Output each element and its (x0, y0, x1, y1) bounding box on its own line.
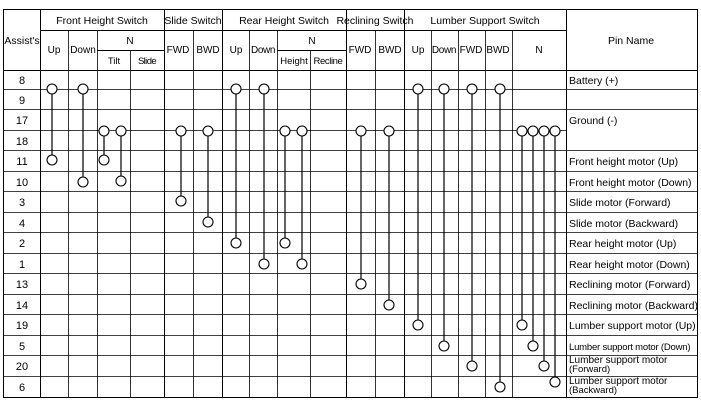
terminal-circle (297, 259, 307, 269)
pin-number: 2 (18, 238, 26, 250)
terminal-circle (231, 238, 241, 248)
terminal-circle (467, 361, 477, 371)
terminal-circle (203, 126, 213, 136)
pin-name-rc-fwd: Reclining motor (Forward) (569, 279, 691, 291)
pin-number: 5 (18, 341, 26, 353)
terminal-circle (259, 84, 269, 94)
fh-down-label: Down (70, 45, 96, 56)
front-height-header: Front Height Switch (56, 15, 148, 27)
terminal-circle (47, 155, 57, 165)
ls-up-label: Up (411, 45, 425, 56)
pin-name-battery: Battery (+) (569, 75, 619, 87)
pin-names (569, 75, 698, 396)
terminal-circle (539, 361, 549, 371)
terminal-circle (47, 84, 57, 94)
terminal-circle (495, 382, 505, 392)
pin-number: 17 (15, 115, 29, 127)
pin-number: 3 (18, 197, 26, 209)
rh-n-label: N (308, 36, 316, 47)
terminal-circle (550, 377, 560, 387)
terminal-circle (99, 155, 109, 165)
terminal-circle (384, 300, 394, 310)
terminal-circle (356, 126, 366, 136)
ls-down-label: Down (431, 45, 457, 56)
terminal-circle (231, 84, 241, 94)
terminal-circle (176, 126, 186, 136)
terminal-circle (99, 126, 109, 136)
rear-height-header: Rear Height Switch (239, 15, 329, 27)
sl-bwd-label: BWD (196, 45, 220, 56)
terminal-circle (78, 177, 88, 187)
ls-bwd-label: BWD (486, 45, 510, 56)
terminal-circle (280, 126, 290, 136)
terminal-circle (517, 320, 527, 330)
terminal-circle (297, 126, 307, 136)
pin-name-rh-down: Rear height motor (Down) (569, 259, 690, 271)
terminal-circle (528, 341, 538, 351)
rh-height-label: Height (280, 56, 308, 67)
assist-header: Assist's (4, 35, 40, 47)
reclining-header: Reclining Switch (336, 15, 414, 27)
terminal-circle (384, 126, 394, 136)
pin-number: 13 (15, 279, 29, 291)
pin-name-fh-down: Front height motor (Down) (569, 177, 692, 189)
pin-name-ls-fwd-line1: Lumber support motor (569, 355, 668, 366)
terminal-circle (356, 279, 366, 289)
pin-name-fh-up: Front height motor (Up) (569, 156, 679, 168)
pin-number: 14 (15, 300, 29, 312)
rh-recline-label: Recline (313, 56, 343, 67)
pin-number: 6 (18, 382, 26, 394)
ls-n-label: N (535, 45, 543, 56)
fh-n-label: N (126, 36, 134, 47)
pin-name-rh-up: Rear height motor (Up) (569, 238, 677, 250)
rh-down-label: Down (251, 45, 275, 56)
slide-switch-header: Slide Switch (164, 15, 222, 27)
continuity-lines (52, 94, 555, 382)
fh-slide-label: Slide (137, 56, 157, 67)
terminal-circle (517, 126, 527, 136)
pin-number: 11 (16, 156, 28, 168)
pin-name-ls-fwd-line2: (Forward) (569, 364, 611, 375)
pin-number: 4 (18, 218, 26, 230)
pin-number: 8 (18, 75, 26, 87)
fh-up-label: Up (47, 45, 61, 56)
pin-name-ls-bwd-line2: (Backward) (569, 385, 618, 396)
pin-number: 20 (15, 361, 29, 373)
terminal-circle (439, 84, 449, 94)
terminal-circle (116, 176, 126, 186)
pin-name-header: Pin Name (607, 35, 655, 47)
terminal-circle (116, 126, 126, 136)
pin-number: 10 (15, 177, 29, 189)
pin-number: 19 (15, 320, 29, 332)
terminal-circle (280, 238, 290, 248)
pin-name-rc-bwd: Reclining motor (Backward) (569, 300, 698, 312)
lumber-support-header: Lumber Support Switch (430, 15, 540, 27)
terminal-circle (528, 126, 538, 136)
sl-fwd-label: FWD (166, 45, 190, 56)
rc-fwd-label: FWD (348, 45, 372, 56)
rc-bwd-label: BWD (378, 45, 402, 56)
terminal-circle (259, 259, 269, 269)
table-subheader (48, 36, 543, 67)
pin-name-ls-down: Lumber support motor (Down) (569, 342, 691, 353)
pin-name-slide-bwd: Slide motor (Backward) (569, 218, 679, 230)
pin-number: 1 (18, 259, 26, 271)
terminal-circle (413, 320, 423, 330)
terminal-circle (176, 196, 186, 206)
fh-tilt-label: Tilt (107, 56, 121, 67)
terminal-circle (78, 84, 88, 94)
terminal-circle (467, 84, 477, 94)
terminal-circle (439, 341, 449, 351)
pin-name-ls-bwd-line1: Lumber support motor (569, 376, 668, 387)
pin-number: 18 (15, 136, 29, 148)
pin-numbers (16, 75, 28, 394)
terminal-circle (413, 84, 423, 94)
terminal-circle (203, 217, 213, 227)
ls-fwd-label: FWD (459, 45, 483, 56)
terminal-circle (495, 84, 505, 94)
pin-name-slide-fwd: Slide motor (Forward) (569, 197, 671, 209)
rh-up-label: Up (229, 45, 243, 56)
pin-name-ground: Ground (-) (569, 115, 618, 127)
pin-name-ls-up: Lumber support motor (Up) (569, 320, 696, 332)
terminal-circle (550, 126, 560, 136)
terminal-circle (539, 126, 549, 136)
pin-number: 9 (18, 95, 26, 107)
